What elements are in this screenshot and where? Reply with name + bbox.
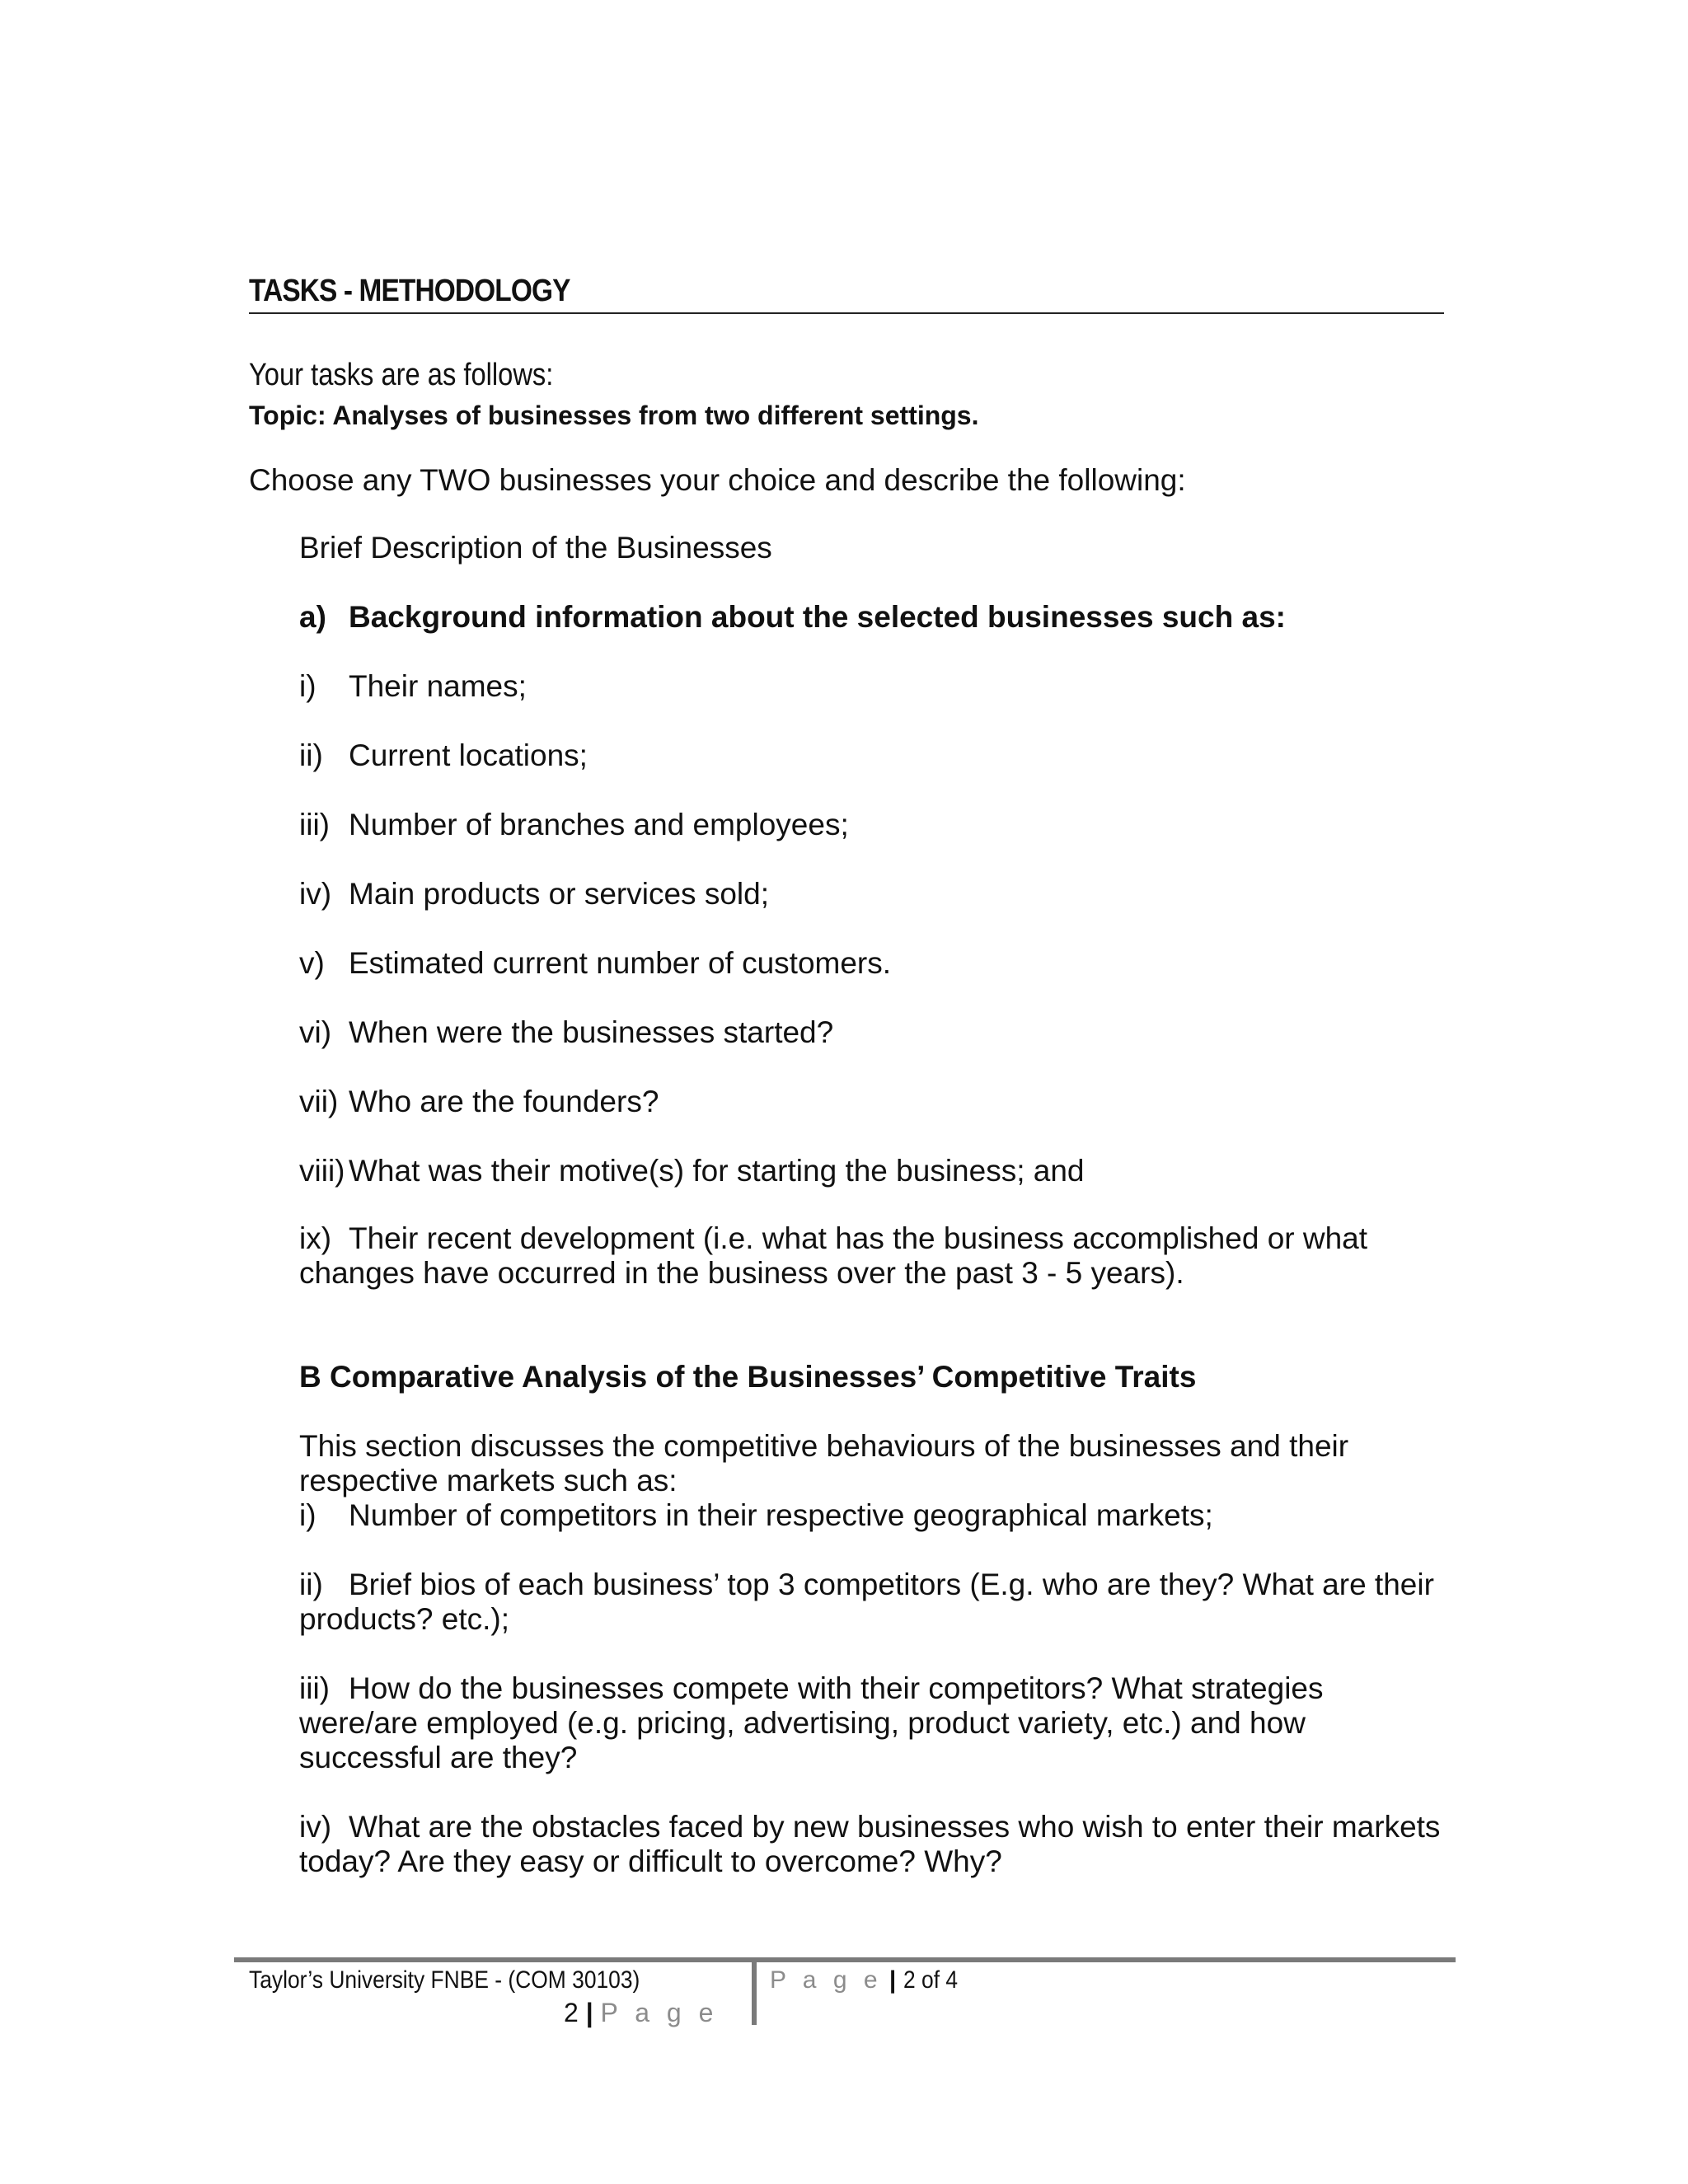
list-item-number: vii)	[299, 1085, 339, 1118]
list-item	[299, 877, 769, 912]
list-item-text: When were the businesses started?	[349, 1015, 834, 1049]
list-item	[299, 946, 891, 981]
section-a-heading	[299, 600, 1286, 635]
list-item-number: i)	[299, 1498, 316, 1532]
footer-page-word-right: P a g e	[770, 1966, 883, 1994]
list-item-text: Who are the founders?	[349, 1085, 659, 1118]
list-item	[299, 1568, 1453, 1637]
section-b-intro-line: This section discusses the competitive behaviours of the businesses and their	[299, 1429, 1349, 1463]
list-item-text: Current locations;	[349, 738, 588, 772]
footer-page-indicator	[770, 1966, 965, 1994]
list-item-number: iii)	[299, 1671, 330, 1705]
footer-page-num: 2	[564, 1998, 579, 2027]
list-item-text: Their recent development (i.e. what has the business accomplished or what	[349, 1221, 1368, 1255]
list-item-text: Their names;	[349, 669, 527, 703]
list-item-text: What are the obstacles faced by new businesses who wish to enter their markets	[349, 1810, 1441, 1844]
list-item	[299, 1085, 659, 1119]
page-title: TASKS - METHODOLOGY	[249, 274, 570, 308]
list-item-number: ii)	[299, 1568, 323, 1601]
list-item	[299, 1221, 1453, 1291]
list-item	[299, 1154, 1084, 1188]
list-item	[299, 738, 588, 773]
brief-description-heading: Brief Description of the Businesses	[299, 531, 772, 565]
list-item-number: iv)	[299, 1810, 332, 1844]
list-item-number: viii)	[299, 1154, 345, 1188]
list-item	[299, 1498, 1453, 1533]
footer-bar: |	[585, 1998, 593, 2027]
list-item-text: Number of branches and employees;	[349, 808, 849, 841]
section-b-intro-line: respective markets such as:	[299, 1464, 678, 1497]
list-item-number: iii)	[299, 808, 330, 841]
list-item	[299, 1810, 1453, 1879]
list-item-text: Estimated current number of customers.	[349, 946, 892, 980]
list-item-text: Number of competitors in their respective geographical markets;	[349, 1498, 1213, 1532]
list-item-text: What was their motive(s) for starting the business; and	[349, 1154, 1085, 1188]
list-item-number: ix)	[299, 1221, 332, 1255]
footer-left-page-number	[564, 1998, 718, 2028]
footer-page-word: P a g e	[600, 1998, 719, 2027]
section-a-title: Background information about the selected businesses such as:	[349, 600, 1286, 634]
tasks-intro: Your tasks are as follows:	[249, 358, 554, 392]
section-a-label: a)	[299, 600, 326, 634]
list-item-continuation: changes have occurred in the business over the past 3 - 5 years).	[299, 1256, 1184, 1290]
list-item-continuation: products? etc.);	[299, 1602, 510, 1636]
footer-bar-right: |	[889, 1966, 897, 1994]
list-item-number: iv)	[299, 877, 332, 911]
footer-course-label: Taylor’s University FNBE - (COM 30103)	[249, 1966, 640, 1994]
footer-divider	[752, 1962, 757, 2025]
list-item-text: How do the businesses compete with their competitors? What strategies	[349, 1671, 1324, 1705]
list-item-continuation: today? Are they easy or difficult to overcome? Why?	[299, 1844, 1002, 1878]
heading-rule	[249, 274, 1444, 314]
list-item-text: Brief bios of each business’ top 3 competitors (E.g. who are they? What are their	[349, 1568, 1434, 1601]
list-item-text: Main products or services sold;	[349, 877, 769, 911]
list-item-number: i)	[299, 669, 316, 703]
list-item	[299, 1015, 833, 1050]
list-item-continuation: successful are they?	[299, 1741, 578, 1774]
list-item-number: vi)	[299, 1015, 332, 1049]
list-item	[299, 808, 849, 842]
list-item	[299, 669, 527, 704]
list-item-continuation: were/are employed (e.g. pricing, advertising, product variety, etc.) and how	[299, 1706, 1306, 1740]
footer-page-of: 2 of 4	[903, 1966, 958, 1994]
instruction-line: Choose any TWO businesses your choice and describe the following:	[249, 463, 1186, 497]
list-item-number: v)	[299, 946, 325, 980]
topic-line: Topic: Analyses of businesses from two different settings.	[249, 401, 979, 430]
list-item-number: ii)	[299, 738, 323, 772]
section-b-heading: B Comparative Analysis of the Businesses’ Competitive Traits	[299, 1360, 1197, 1394]
list-item	[299, 1671, 1453, 1775]
section-b-intro	[299, 1429, 1453, 1533]
footer-rule	[234, 1957, 1456, 1962]
